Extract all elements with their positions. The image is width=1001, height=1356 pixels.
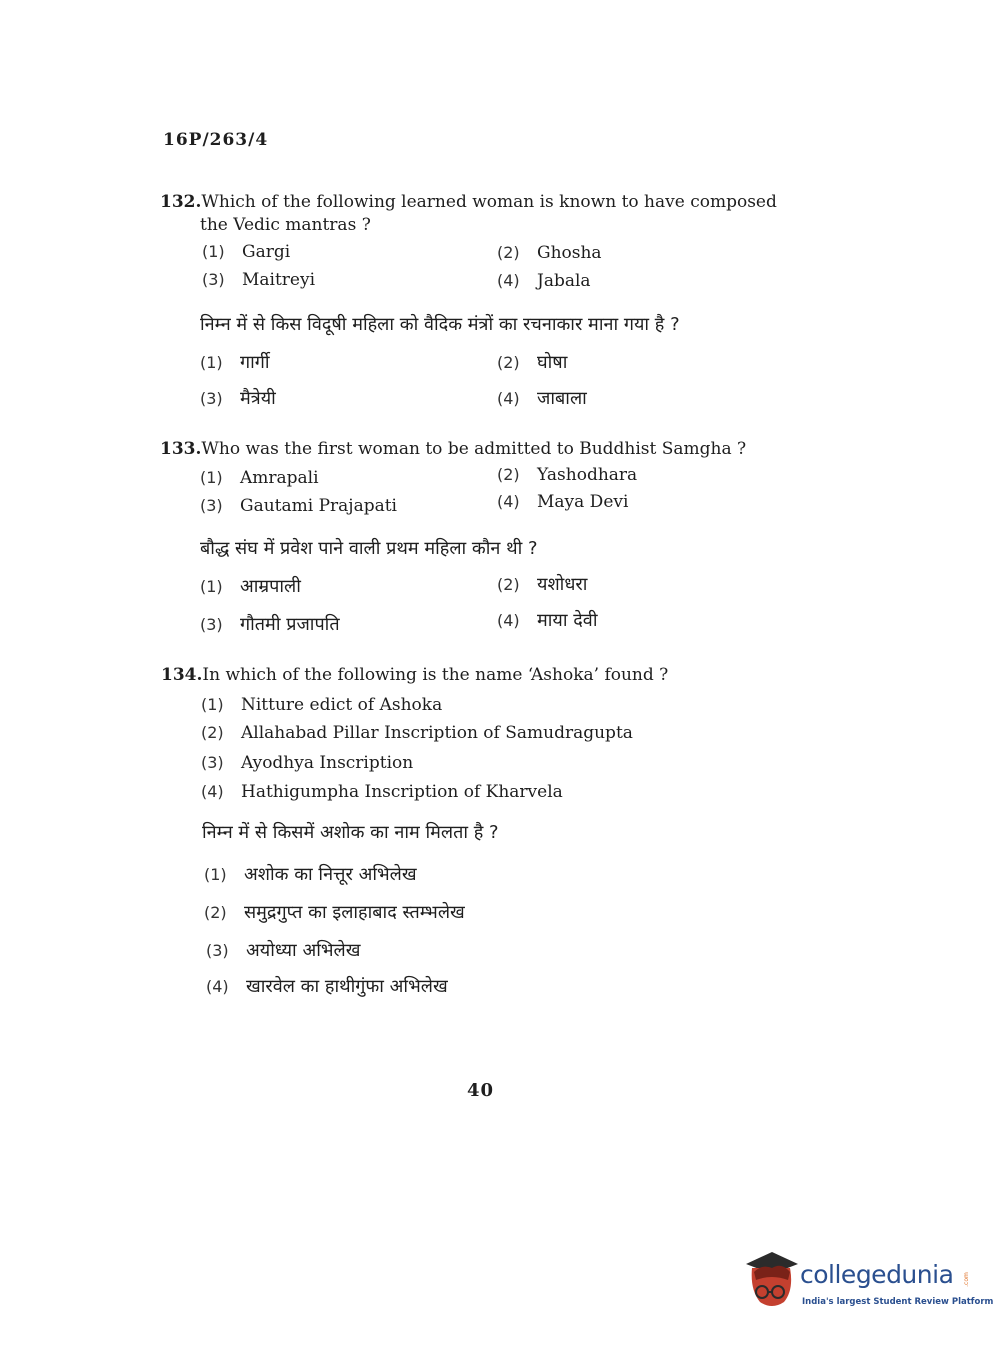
q133-hi-option-1: (1) आम्रपाली (200, 576, 301, 597)
q133-hi-option-3: (3) गौतमी प्रजापति (200, 614, 340, 635)
q134-hi-option-1: (1) अशोक का नित्तूर अभिलेख (204, 864, 417, 885)
question-132-number: 132. (160, 192, 202, 212)
q132-option-1: (1) Gargi (202, 242, 291, 262)
q134-hi-option-4: (4) खारवेल का हाथीगुंफा अभिलेख (206, 976, 448, 997)
q134-hi-option-3: (3) अयोध्या अभिलेख (206, 940, 361, 961)
q132-option-2: (2) Ghosha (497, 243, 602, 263)
q133-option-2: (2) Yashodhara (497, 465, 638, 485)
question-133-number: 133. (160, 439, 202, 459)
q134-option-3: (3) Ayodhya Inscription (201, 753, 414, 773)
logo-tagline: India's largest Student Review Platform (802, 1297, 994, 1307)
q134-option-2: (2) Allahabad Pillar Inscription of Samudragupta (201, 723, 633, 743)
q132-hi-option-3: (3) मैत्रेयी (200, 388, 276, 409)
question-134-text: 134.In which of the following is the name ‘Ashoka’ found ? (161, 665, 669, 685)
mascot-icon (742, 1250, 800, 1314)
question-133-hindi: बौद्ध संघ में प्रवेश पाने वाली प्रथम महिला कौन थी ? (200, 538, 538, 559)
logo-suffix: .com (962, 1272, 970, 1287)
q133-option-3: (3) Gautami Prajapati (200, 496, 397, 516)
q134-option-4: (4) Hathigumpha Inscription of Kharvela (201, 782, 563, 802)
q132-option-4: (4) Jabala (497, 271, 591, 291)
q134-hi-option-2: (2) समुद्रगुप्त का इलाहाबाद स्तम्भलेख (204, 902, 465, 923)
q133-hi-option-4: (4) माया देवी (497, 610, 598, 631)
q133-hi-option-2: (2) यशोधरा (497, 574, 588, 595)
question-132-hindi: निम्न में से किस विदूषी महिला को वैदिक मंत्रों का रचनाकार माना गया है ? (200, 314, 680, 335)
q132-hi-option-2: (2) घोषा (497, 352, 568, 373)
q132-hi-option-1: (1) गार्गी (200, 352, 270, 373)
q133-option-4: (4) Maya Devi (497, 492, 629, 512)
question-132-text-cont: the Vedic mantras ? (200, 215, 371, 235)
paper-code: 16P/263/4 (163, 130, 269, 150)
question-134-number: 134. (161, 665, 203, 685)
q133-option-1: (1) Amrapali (200, 468, 319, 488)
q134-option-1: (1) Nitture edict of Ashoka (201, 695, 443, 715)
q132-hi-option-4: (4) जाबाला (497, 388, 587, 409)
collegedunia-logo (742, 1250, 994, 1320)
question-133-text: 133.Who was the first woman to be admitted to Buddhist Samgha ? (160, 439, 747, 459)
question-134-hindi: निम्न में से किसमें अशोक का नाम मिलता है ? (202, 822, 499, 843)
page-number: 40 (467, 1080, 495, 1101)
q132-option-3: (3) Maitreyi (202, 270, 316, 290)
logo-wordmark: collegedunia (800, 1260, 954, 1289)
question-132-text: 132.Which of the following learned woman is known to have composed (160, 192, 777, 212)
